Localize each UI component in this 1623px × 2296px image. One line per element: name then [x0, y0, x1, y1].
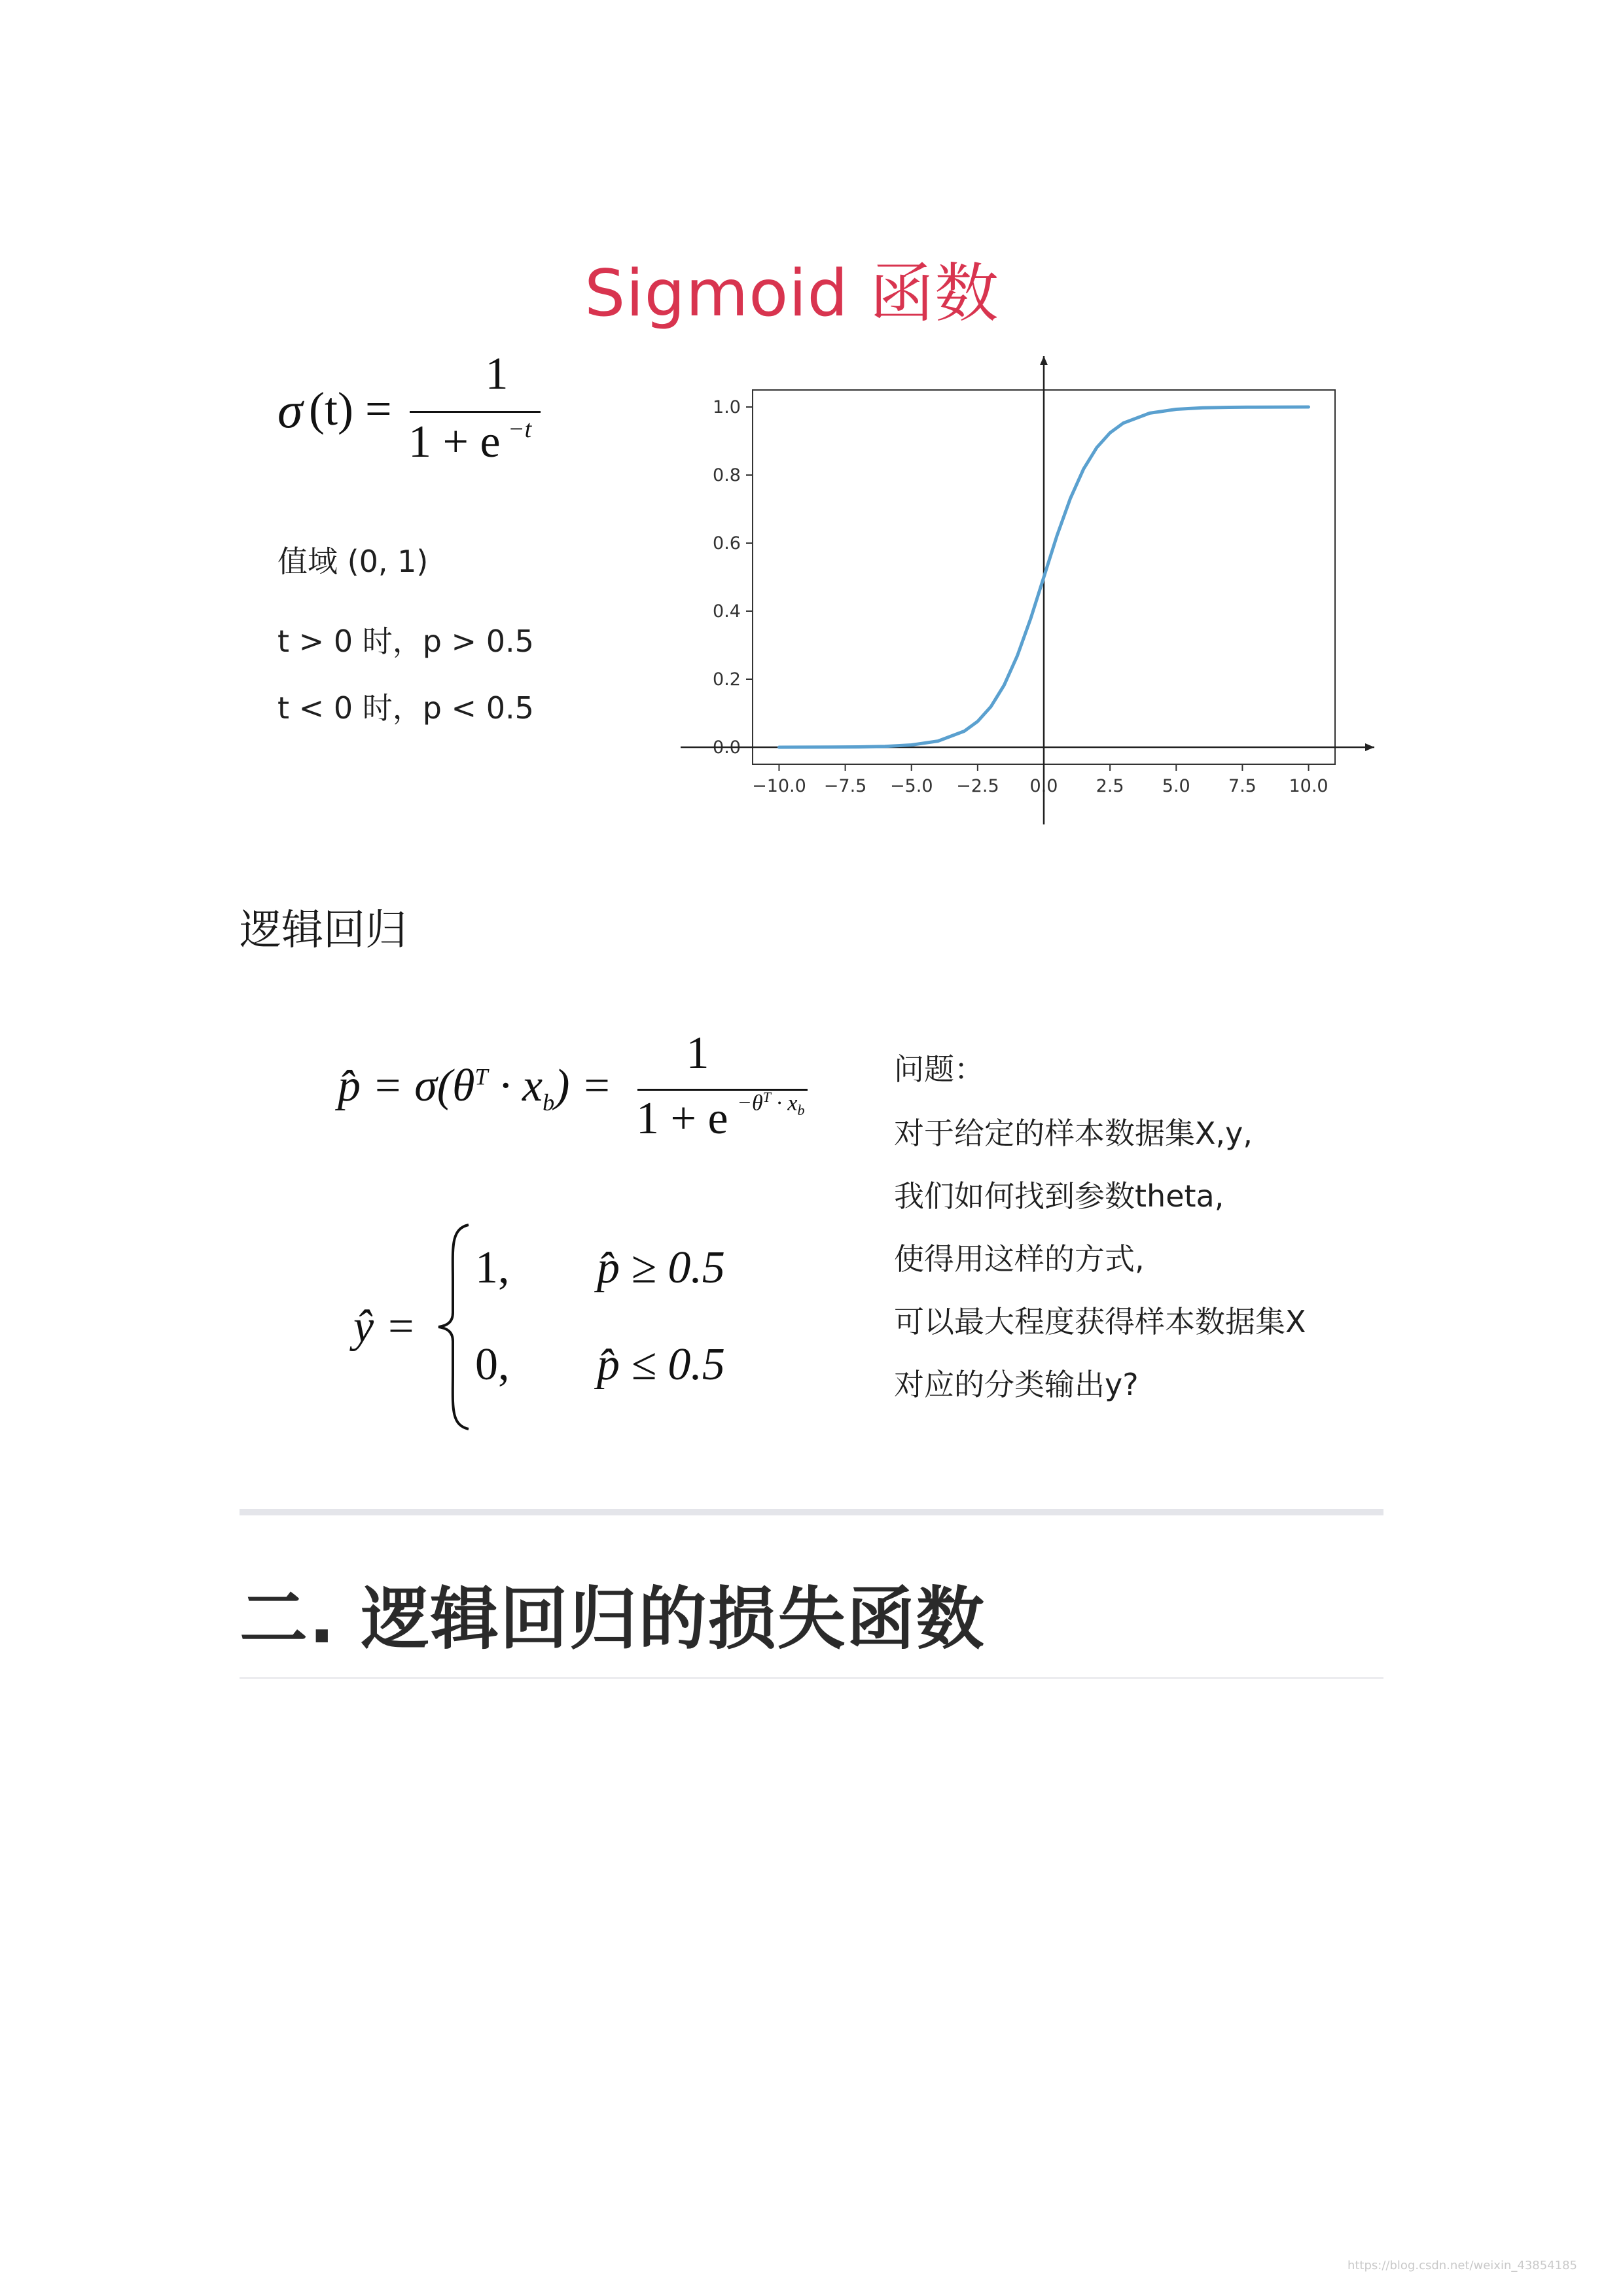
sigmoid-numerator: 1 [485, 349, 508, 399]
piecewise-brace [431, 1222, 476, 1432]
y-axis-arrow [1040, 356, 1048, 365]
y-tick-label: 0.2 [713, 669, 741, 690]
x-tick-label: 7.5 [1228, 776, 1257, 796]
y-tick-label: 0.0 [713, 737, 741, 758]
lr-numerator: 1 [686, 1028, 709, 1078]
lr-exp-sup: T [762, 1089, 771, 1105]
x-tick-label: −5.0 [889, 776, 933, 796]
x-tick-label: 10.0 [1289, 776, 1329, 796]
lr-exp-mid: · x [770, 1091, 798, 1116]
lr-exp-text: −θ [737, 1091, 763, 1116]
lr-denominator-base: 1 + e [636, 1093, 728, 1144]
lr-denominator [636, 1089, 805, 1145]
sigmoid-lhs-arg: (t) = [309, 383, 392, 435]
lr-lhs-sup: T [474, 1063, 488, 1090]
sigmoid-denominator-base: 1 + e [408, 417, 501, 467]
sigmoid-lhs-sigma: σ [277, 381, 303, 438]
x-tick-label: −7.5 [823, 776, 867, 796]
piecewise-row1-value: 1, [475, 1243, 510, 1293]
watermark: https://blog.csdn.net/weixin_43854185 [1347, 2259, 1577, 2272]
piecewise-row2-value: 0, [475, 1339, 510, 1390]
main-heading: 二. 逻辑回归的损失函数 [240, 1579, 986, 1659]
piecewise-lhs: ŷ = [353, 1301, 416, 1352]
range-note: 值域 (0, 1) [277, 544, 429, 579]
y-tick-label: 0.6 [713, 533, 741, 554]
lr-lhs-end: ) = [554, 1061, 613, 1111]
heading-underline [240, 1677, 1383, 1679]
question-line: 对于给定的样本数据集X,y, [894, 1116, 1253, 1151]
question-label: 问题： [894, 1051, 984, 1087]
sigmoid-denominator-exp: −t [508, 415, 532, 443]
condition-positive: t > 0 时，p > 0.5 [277, 624, 534, 659]
sigmoid-chart [668, 347, 1387, 831]
x-tick-label: 5.0 [1162, 776, 1190, 796]
piecewise-row2-condition: p̂ ≤ 0.5 [597, 1339, 725, 1390]
lr-formula [338, 1021, 835, 1152]
y-tick-label: 0.8 [713, 465, 741, 486]
question-line: 我们如何找到参数theta, [894, 1178, 1224, 1214]
question-block [894, 1050, 1352, 1428]
question-line: 使得用这样的方式, [894, 1241, 1145, 1277]
sigmoid-formula [277, 349, 539, 471]
x-tick-label: −10.0 [752, 776, 806, 796]
piecewise-row1-condition: p̂ ≥ 0.5 [597, 1243, 725, 1293]
lr-lhs-text: p̂ = σ(θ [338, 1061, 475, 1111]
piecewise-formula [353, 1217, 812, 1439]
section-heading-logistic-regression: 逻辑回归 [240, 906, 407, 955]
lr-exp-sub: b [797, 1102, 805, 1119]
sigmoid-fraction-line [410, 411, 541, 413]
lr-lhs-mid: · x [488, 1061, 543, 1111]
x-axis-arrow [1365, 743, 1374, 751]
question-line: 对应的分类输出y? [894, 1367, 1139, 1402]
x-tick-label: −2.5 [956, 776, 999, 796]
lr-lhs-sub: b [543, 1089, 555, 1116]
page-title: Sigmoid 函数 [584, 256, 999, 331]
lr-lhs [338, 1060, 612, 1116]
x-tick-label: 2.5 [1096, 776, 1124, 796]
section-divider [240, 1509, 1383, 1515]
y-tick-label: 1.0 [713, 397, 741, 417]
condition-negative: t < 0 时，p < 0.5 [277, 690, 534, 726]
lr-denominator-exponent [737, 1089, 805, 1119]
x-tick-label: 0.0 [1029, 776, 1058, 796]
y-tick-label: 0.4 [713, 601, 741, 622]
question-line: 可以最大程度获得样本数据集X [894, 1304, 1306, 1339]
